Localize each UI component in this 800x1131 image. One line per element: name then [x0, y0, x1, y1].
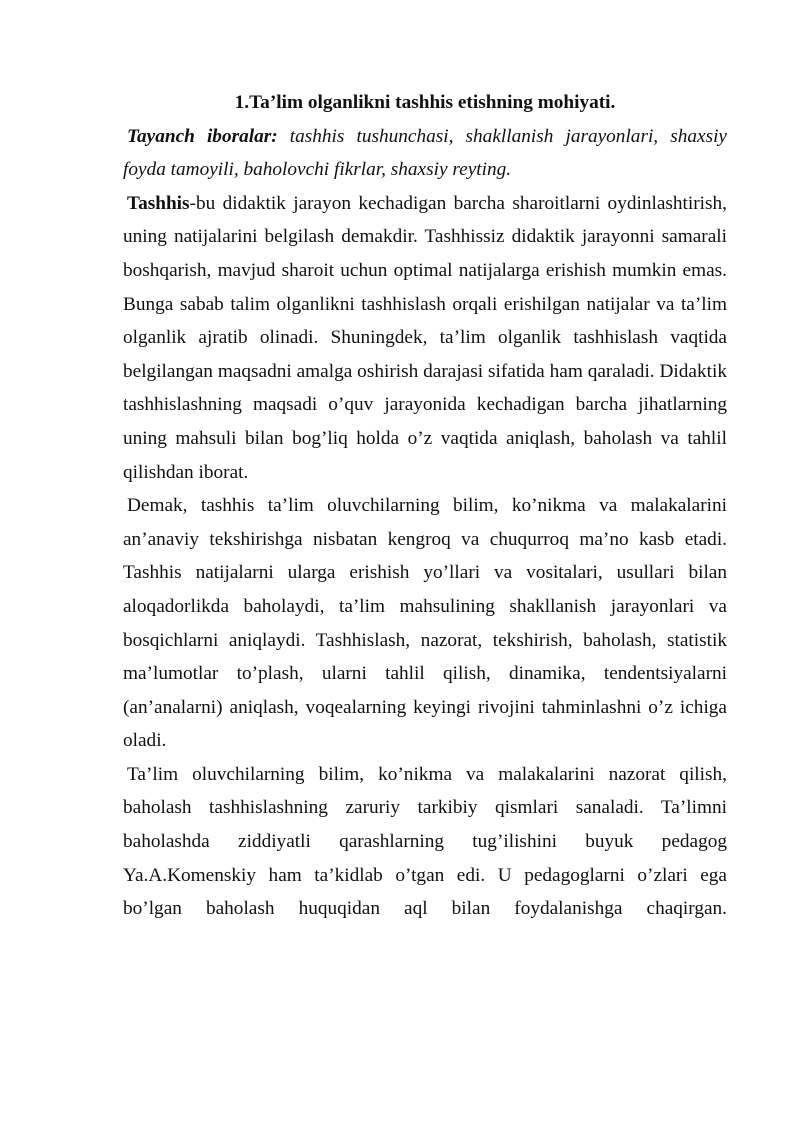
- paragraph-text: -bu didaktik jarayon kechadigan barcha sharoitlarni oydinlashtirish, uning natijalarini belgilash demakdir. Tashhissiz didaktik jarayonni samarali boshqarish, mavjud sharoit uchun optimal natijalarga erishish mumkin emas. Bunga sabab talim olganlikni tashhislash orqali erishilgan natijalar va ta’lim olganlik ajratib olinadi. Shuningdek, ta’lim olganlik tashhislash vaqtida belgilangan maqsadni amalga oshirish darajasi sifatida ham qaraladi. Didaktik tashhislashning maqsadi o’quv jarayonida kechadigan barcha jihatlarning uning mahsuli bilan bog’liq holda o’z vaqtida aniqlash, baholash va tahlil qilishdan iborat.: [123, 192, 727, 483]
- paragraph-demak: [123, 489, 727, 758]
- keywords-text: tashhis tushunchasi, shakllanish jarayonlari, shaxsiy foyda tamoyili, baholovchi fikrlar, shaxsiy reyting.: [123, 125, 727, 181]
- term-tashhis: Tashhis: [127, 192, 190, 214]
- keywords-paragraph: [123, 120, 727, 187]
- paragraph-baholash: [123, 758, 727, 926]
- paragraph-tashhis-definition: [123, 187, 727, 489]
- document-body: [123, 86, 727, 926]
- paragraph-text: Demak, tashhis ta’lim oluvchilarning bilim, ko’nikma va malakalarini an’anaviy tekshirishga nisbatan kengroq va chuqurroq ma’no kasb etadi. Tashhis natijalarni ularga erishish yo’llari va vositalari, usullari bilan aloqadorlikda baholaydi, ta’lim mahsulining shakllanish jarayonlari va bosqichlarni aniqlaydi. Tashhislash, nazorat, tekshirish, baholash, statistik ma’lumotlar to’plash, ularni tahlil qilish, dinamika, tendentsiyalarni (an’analarni) aniqlash, voqealarning keyingi rivojini tahminlashni o’z ichiga oladi.: [123, 495, 727, 752]
- paragraph-text: Ta’lim oluvchilarning bilim, ko’nikma va malakalarini nazorat qilish, baholash tashhislashning zaruriy tarkibiy qismlari sanaladi. Ta’limni baholashda ziddiyatli qarashlarning tug’ilishini buyuk pedagog Ya.A.Komenskiy ham ta’kidlab o’tgan edi. U pedagoglarni o’zlari ega bo’lgan baholash huquqidan aql bilan foydalanishga chaqirgan.: [123, 763, 727, 920]
- keywords-label: Tayanch iboralar:: [127, 125, 278, 147]
- section-title: 1.Ta’lim olganlikni tashhis etishning mohiyati.: [234, 92, 616, 113]
